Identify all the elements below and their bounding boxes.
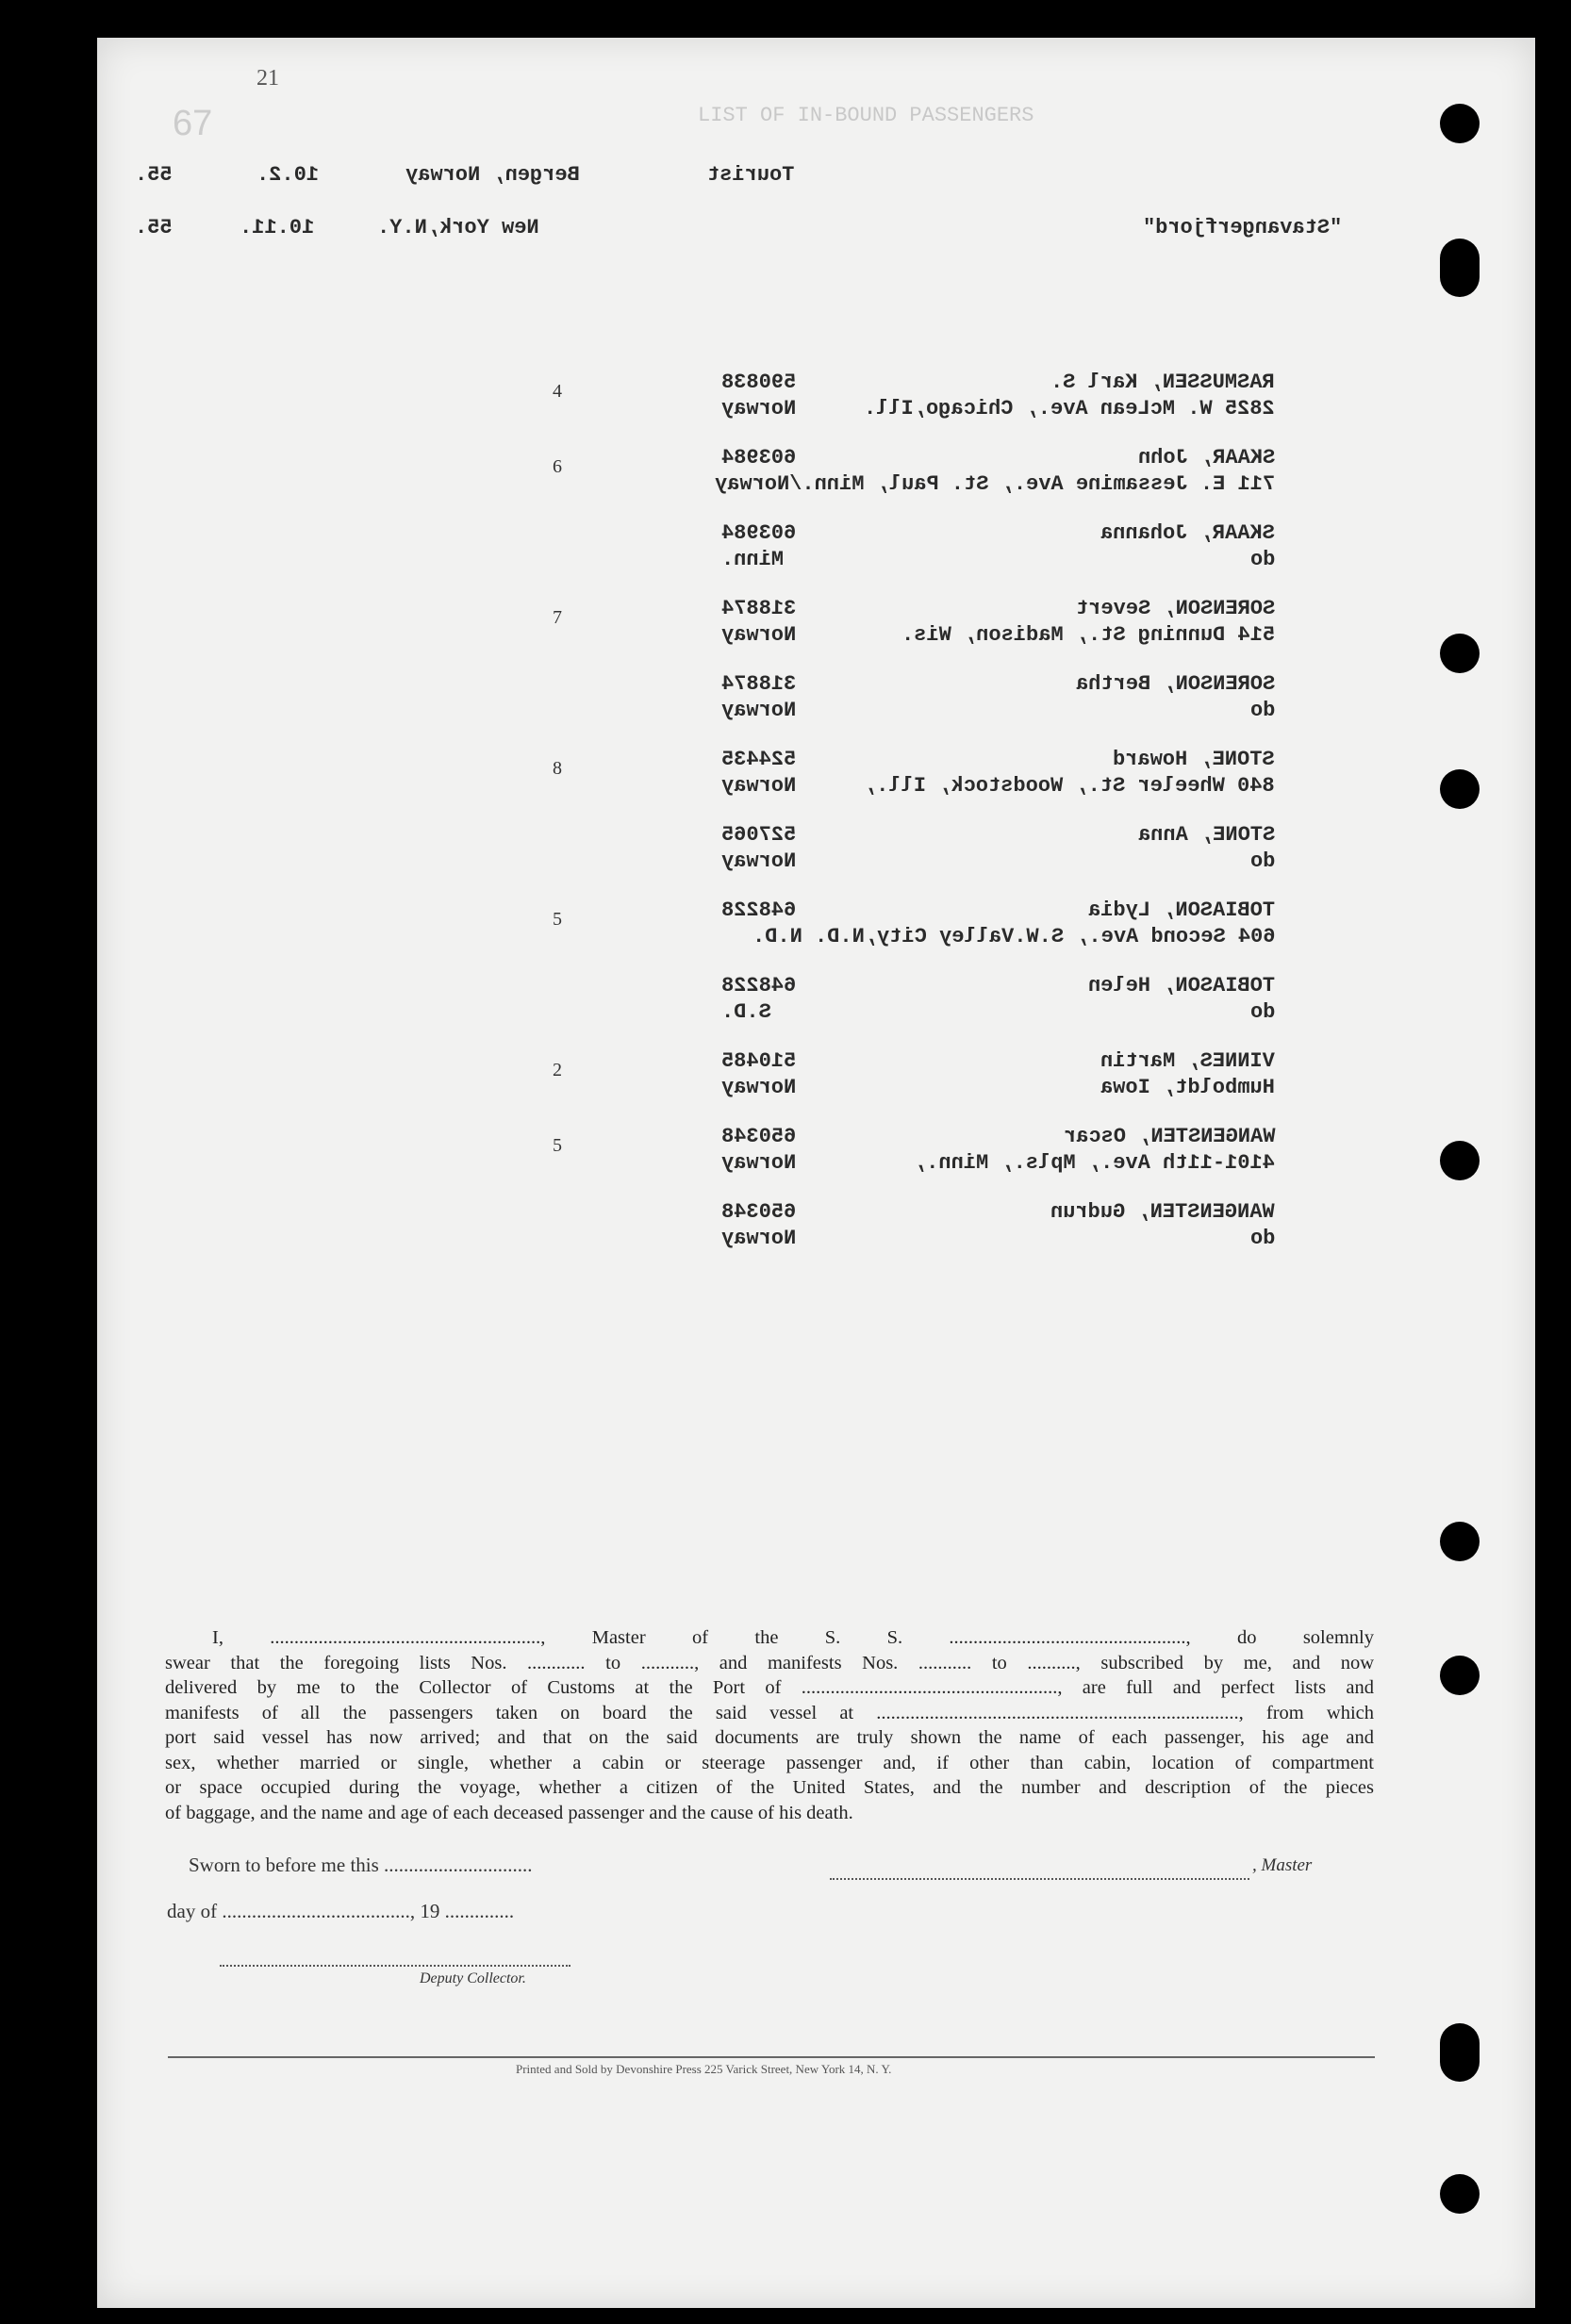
passenger-address: 604 Second Ave., S.W.Valley City,N.D. N.D. <box>752 925 1275 948</box>
arrival-year: 55. <box>135 216 173 239</box>
passport-number: 650348 <box>721 1200 797 1224</box>
sworn-label: Sworn to before me this .............................. <box>189 1854 533 1876</box>
sequence-number: 5 <box>553 1135 562 1156</box>
binder-hole <box>1440 104 1480 143</box>
footer-rule <box>168 2056 1375 2058</box>
passport-number: 603984 <box>721 446 797 470</box>
sequence-number: 8 <box>553 758 562 779</box>
passenger-name: STONE, Howard <box>1113 748 1275 771</box>
master-label: , Master <box>1252 1855 1313 1875</box>
stamp-number: 67 <box>173 104 213 143</box>
passenger-name: WANGENSTEN, Gudrun <box>1050 1200 1275 1224</box>
passenger-country: Norway <box>721 699 797 722</box>
passenger-name: SKAAR, Johanna <box>1100 521 1275 545</box>
passport-number: 590838 <box>721 371 797 394</box>
passport-number: 648228 <box>721 898 797 922</box>
passenger-address: 2825 W. McLean Ave., Chicago,Ill. <box>864 397 1275 420</box>
oath-line: manifests of all the passengers taken on board the said vessel at ..........................................................................., from which <box>165 1702 1374 1723</box>
sequence-number: 4 <box>553 381 562 402</box>
binder-hole <box>1440 2023 1480 2082</box>
binder-hole <box>1440 2174 1480 2214</box>
ship-name: "Stavangerfjord" <box>1143 216 1343 239</box>
manifest-page <box>97 38 1535 2308</box>
oath-text <box>165 1625 1374 1825</box>
oath-line: or space occupied during the voyage, whether a citizen of the United States, and the number and description of the pieces <box>165 1777 1374 1798</box>
passport-number: 648228 <box>721 974 797 997</box>
passenger-country: Norway <box>721 1151 797 1175</box>
voyage-class: Tourist <box>707 163 795 187</box>
passenger-address: 514 Dunning St., Madison, Wis. <box>901 623 1275 647</box>
binder-hole <box>1440 1656 1480 1695</box>
oath-line: port said vessel has now arrived; and that on the said documents are truly shown the name of each passenger, his age and <box>165 1727 1374 1748</box>
passport-number: 318874 <box>721 597 797 620</box>
passenger-country: Norway <box>721 849 797 873</box>
passenger-country: Norway <box>721 397 797 420</box>
deputy-signature-line <box>220 1965 571 1967</box>
oath-line: sex, whether married or single, whether a cabin or steerage passenger and, if other than cabin, location of compartment <box>165 1752 1374 1773</box>
departure-year: 55. <box>135 163 173 187</box>
passport-number: 510485 <box>721 1049 797 1073</box>
sequence-number: 5 <box>553 909 562 930</box>
passenger-country: Norway <box>721 623 797 647</box>
passenger-name: VINNES, Martin <box>1100 1049 1275 1073</box>
passport-number: 527065 <box>721 823 797 847</box>
passenger-name: SKAAR, John <box>1137 446 1275 470</box>
binder-hole <box>1440 1141 1480 1180</box>
passenger-name: RASMUSSEN, Karl S. <box>1050 371 1275 394</box>
departure-date: 10.2. <box>256 163 320 187</box>
page-number: 21 <box>256 66 279 91</box>
binder-hole <box>1440 634 1480 673</box>
passenger-name: SORENSON, Severt <box>1075 597 1275 620</box>
deputy-label: Deputy Collector. <box>420 1970 526 1986</box>
passenger-address: do <box>1249 699 1275 722</box>
sequence-number: 2 <box>553 1060 562 1080</box>
oath-line: swear that the foregoing lists Nos. ............ to ..........., and manifests Nos. ........... to .........., subscribed by me, and now <box>165 1652 1374 1673</box>
passenger-country: Minn. <box>721 548 785 571</box>
binder-hole <box>1440 239 1480 297</box>
departure-port: Bergen, Norway <box>405 163 580 187</box>
arrival-port: New York,N.Y. <box>377 216 539 239</box>
passenger-address: 711 E. Jessamine Ave., St. Paul, Minn./Norway <box>714 472 1275 496</box>
passenger-name: STONE, Anna <box>1137 823 1275 847</box>
printer-imprint: Printed and Sold by Devonshire Press 225 Varick Street, New York 14, N. Y. <box>516 2062 892 2076</box>
passenger-name: TOBIASON, Lydia <box>1087 898 1275 922</box>
passenger-country: Norway <box>721 774 797 798</box>
master-signature-line <box>830 1878 1249 1880</box>
sequence-number: 6 <box>553 456 562 477</box>
binder-hole <box>1440 1522 1480 1561</box>
passport-number: 650348 <box>721 1125 797 1148</box>
passenger-address: do <box>1249 849 1275 873</box>
passenger-country: Norway <box>721 1076 797 1099</box>
passenger-address: do <box>1249 1000 1275 1024</box>
passport-number: 603984 <box>721 521 797 545</box>
faint-form-heading: LIST OF IN-BOUND PASSENGERS <box>698 104 1034 127</box>
passenger-name: WANGENSTEN, Oscar <box>1063 1125 1275 1148</box>
passport-number: 524435 <box>721 748 797 771</box>
passenger-country: S.D. <box>721 1000 771 1024</box>
passenger-address: do <box>1249 1227 1275 1250</box>
passenger-address: Humboldt, Iowa <box>1100 1076 1275 1099</box>
day-label: day of ......................................, 19 .............. <box>167 1900 515 1922</box>
oath-line: of baggage, and the name and age of each deceased passenger and the cause of his death. <box>165 1802 853 1823</box>
binder-hole <box>1440 769 1480 809</box>
passenger-country: Norway <box>721 1227 797 1250</box>
oath-line: I, ........................................................, Master of the S. S. ................................................., do solemnly <box>212 1627 1374 1648</box>
oath-line: delivered by me to the Collector of Customs at the Port of ....................................................., are full and perfect lists and <box>165 1677 1374 1698</box>
passport-number: 318874 <box>721 672 797 696</box>
passenger-name: SORENSON, Bertha <box>1075 672 1275 696</box>
passenger-address: 4101-11th Ave., Mpls., Minn., <box>914 1151 1275 1175</box>
passenger-address: do <box>1249 548 1275 571</box>
passenger-address: 840 Wheeler St., Woodstock, Ill., <box>864 774 1275 798</box>
arrival-date: 10.11. <box>240 216 315 239</box>
sequence-number: 7 <box>553 607 562 628</box>
passenger-name: TOBIASON, Helen <box>1087 974 1275 997</box>
